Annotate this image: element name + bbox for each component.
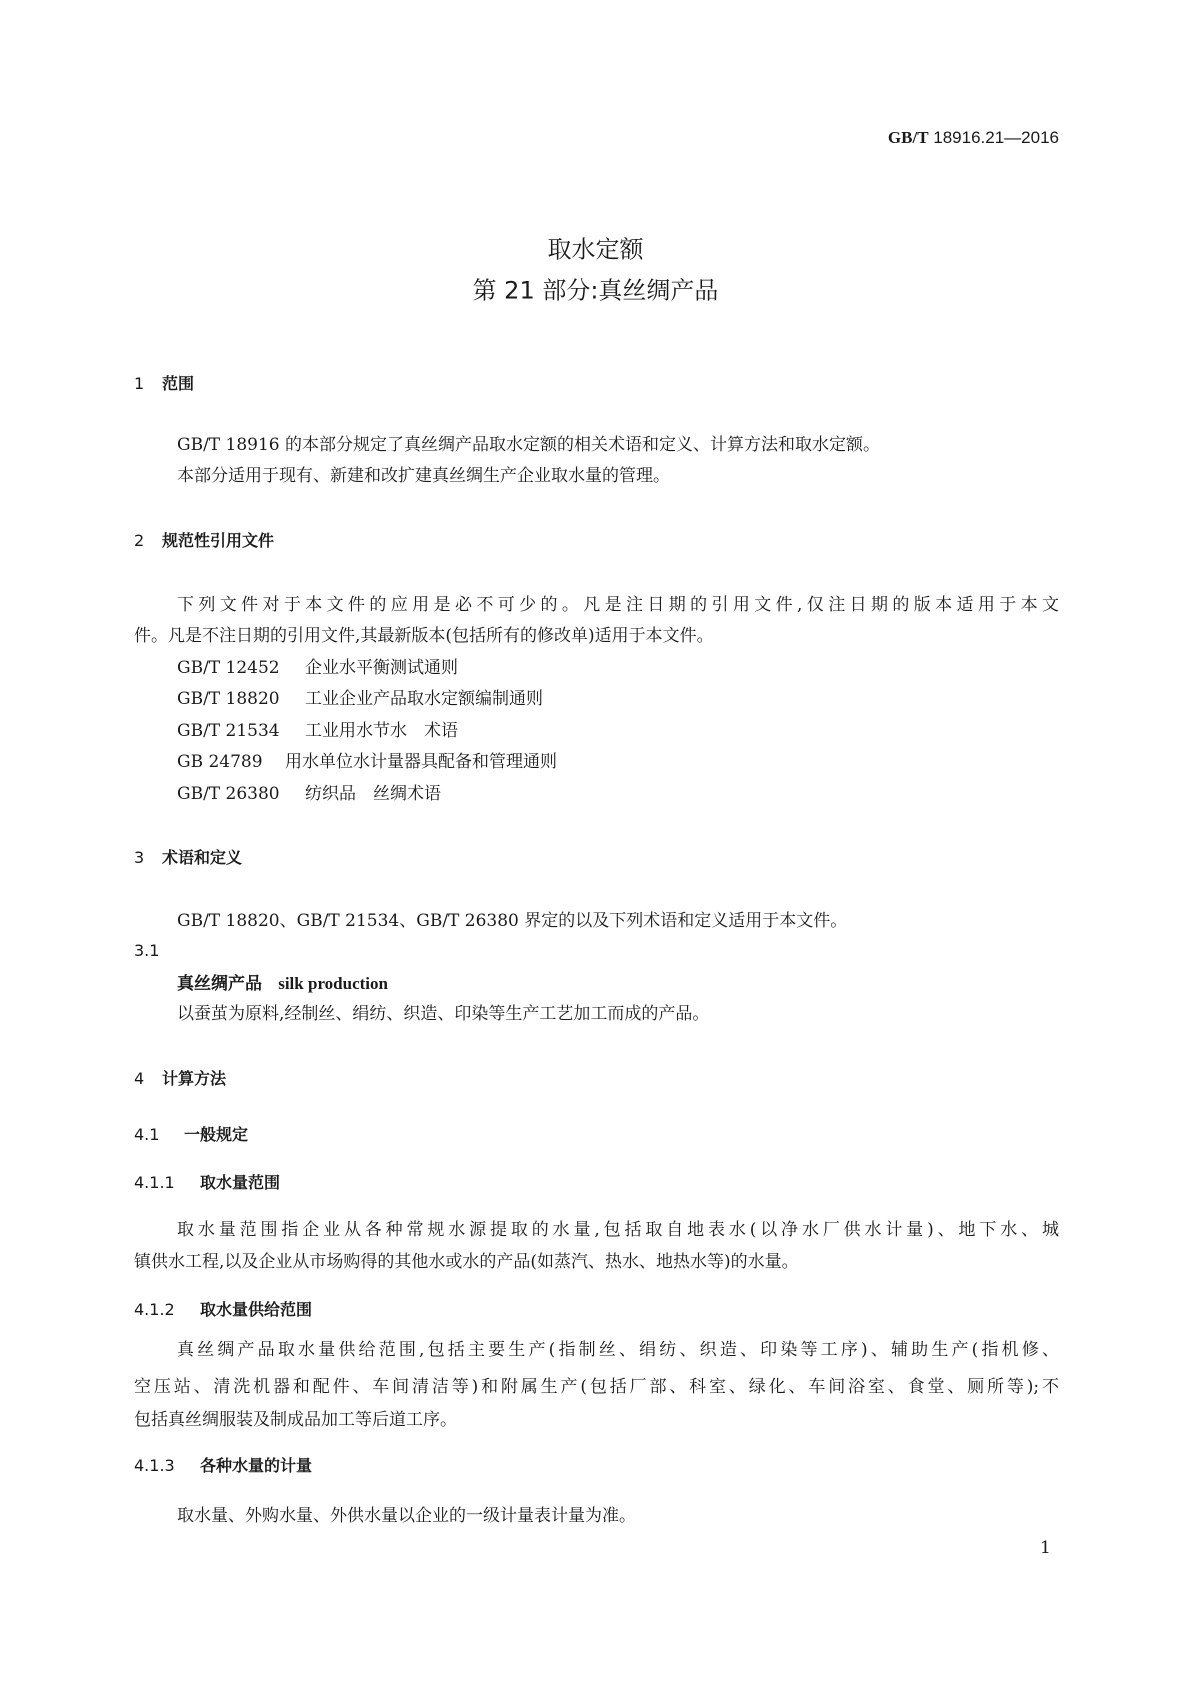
section-number: 4.1: [134, 1125, 160, 1144]
reference-item: [177, 751, 557, 773]
section-title: 一般规定: [184, 1125, 249, 1144]
paragraph: 本部分适用于现有、新建和改扩建真丝绸生产企业取水量的管理。: [177, 466, 670, 486]
term-entry: [177, 973, 388, 995]
reference-item: [177, 720, 458, 742]
section-number: 4.1.3: [134, 1456, 175, 1475]
paragraph: 镇供水工程,以及企业从市场购得的其他水或水的产品(如蒸汽、热水、地热水等)的水量。: [134, 1252, 799, 1272]
section-title: 计算方法: [162, 1069, 227, 1088]
paragraph: GB/T 18916 的本部分规定了真丝绸产品取水定额的相关术语和定义、计算方法和取水定额。: [177, 435, 881, 455]
section-4-1-1-heading: [134, 1172, 280, 1194]
paragraph: 下列文件对于本文件的应用是必不可少的。凡是注日期的引用文件,仅注日期的版本适用于本文: [177, 595, 1059, 615]
term-chinese: 真丝绸产品: [177, 974, 262, 994]
section-number: 3: [134, 848, 145, 867]
section-number: 1: [134, 374, 145, 393]
paragraph: 包括真丝绸服装及制成品加工等后道工序。: [134, 1410, 457, 1430]
term-english: silk production: [278, 974, 388, 993]
section-1-heading: [134, 373, 194, 395]
section-3-heading: [134, 847, 242, 869]
reference-code: GB/T 18820: [177, 689, 280, 709]
reference-code: GB/T 26380: [177, 784, 280, 804]
reference-title: 工业用水节水 术语: [305, 721, 458, 741]
paragraph: 空压站、清洗机器和配件、车间清洁等)和附属生产(包括厂部、科室、绿化、车间浴室、食堂、厕所等);不: [134, 1377, 1059, 1397]
section-2-heading: [134, 530, 274, 552]
reference-title: 纺织品 丝绸术语: [305, 784, 441, 804]
section-4-heading: [134, 1068, 226, 1090]
section-4-1-3-heading: [134, 1455, 312, 1477]
page-number: 1: [1040, 1538, 1051, 1558]
section-title: 取水量范围: [200, 1173, 281, 1192]
section-4-1-heading: [134, 1124, 248, 1146]
reference-item: [177, 688, 543, 710]
paragraph: 取水量、外购水量、外供水量以企业的一级计量表计量为准。: [177, 1506, 636, 1526]
paragraph: 取水量范围指企业从各种常规水源提取的水量,包括取自地表水(以净水厂供水计量)、地下水、城: [177, 1220, 1059, 1240]
section-title: 各种水量的计量: [200, 1456, 313, 1475]
section-title: 规范性引用文件: [162, 531, 275, 550]
reference-title: 工业企业产品取水定额编制通则: [305, 689, 543, 709]
reference-title: 企业水平衡测试通则: [305, 658, 458, 678]
section-title: 范围: [162, 374, 195, 393]
reference-title: 用水单位水计量器具配备和管理通则: [285, 752, 557, 772]
standard-number: [888, 128, 1059, 148]
reference-code: GB/T 21534: [177, 721, 280, 741]
reference-item: [177, 657, 458, 679]
term-number: 3.1: [134, 941, 160, 960]
section-number: 4.1.2: [134, 1300, 175, 1319]
reference-code: GB/T 12452: [177, 658, 280, 678]
section-title: 取水量供给范围: [200, 1300, 313, 1319]
reference-code: GB 24789: [177, 752, 263, 772]
reference-item: [177, 783, 441, 805]
section-number: 2: [134, 531, 145, 550]
section-number: 4.1.1: [134, 1173, 175, 1192]
document-title: 取水定额: [547, 235, 644, 264]
section-4-1-2-heading: [134, 1299, 312, 1321]
section-number: 4: [134, 1069, 145, 1088]
standard-code: 18916.21—2016: [933, 128, 1059, 147]
paragraph: 真丝绸产品取水量供给范围,包括主要生产(指制丝、绢纺、织造、印染等工序)、辅助生产(指机修、: [177, 1340, 1059, 1360]
term-definition: 以蚕茧为原料,经制丝、绢纺、织造、印染等生产工艺加工而成的产品。: [177, 1004, 710, 1024]
standard-prefix: GB/T: [887, 128, 929, 147]
section-title: 术语和定义: [162, 848, 243, 867]
document-subtitle: 第 21 部分:真丝绸产品: [472, 276, 719, 305]
paragraph: GB/T 18820、GB/T 21534、GB/T 26380 界定的以及下列术语和定义适用于本文件。: [177, 911, 848, 931]
paragraph: 件。凡是不注日期的引用文件,其最新版本(包括所有的修改单)适用于本文件。: [134, 626, 714, 646]
